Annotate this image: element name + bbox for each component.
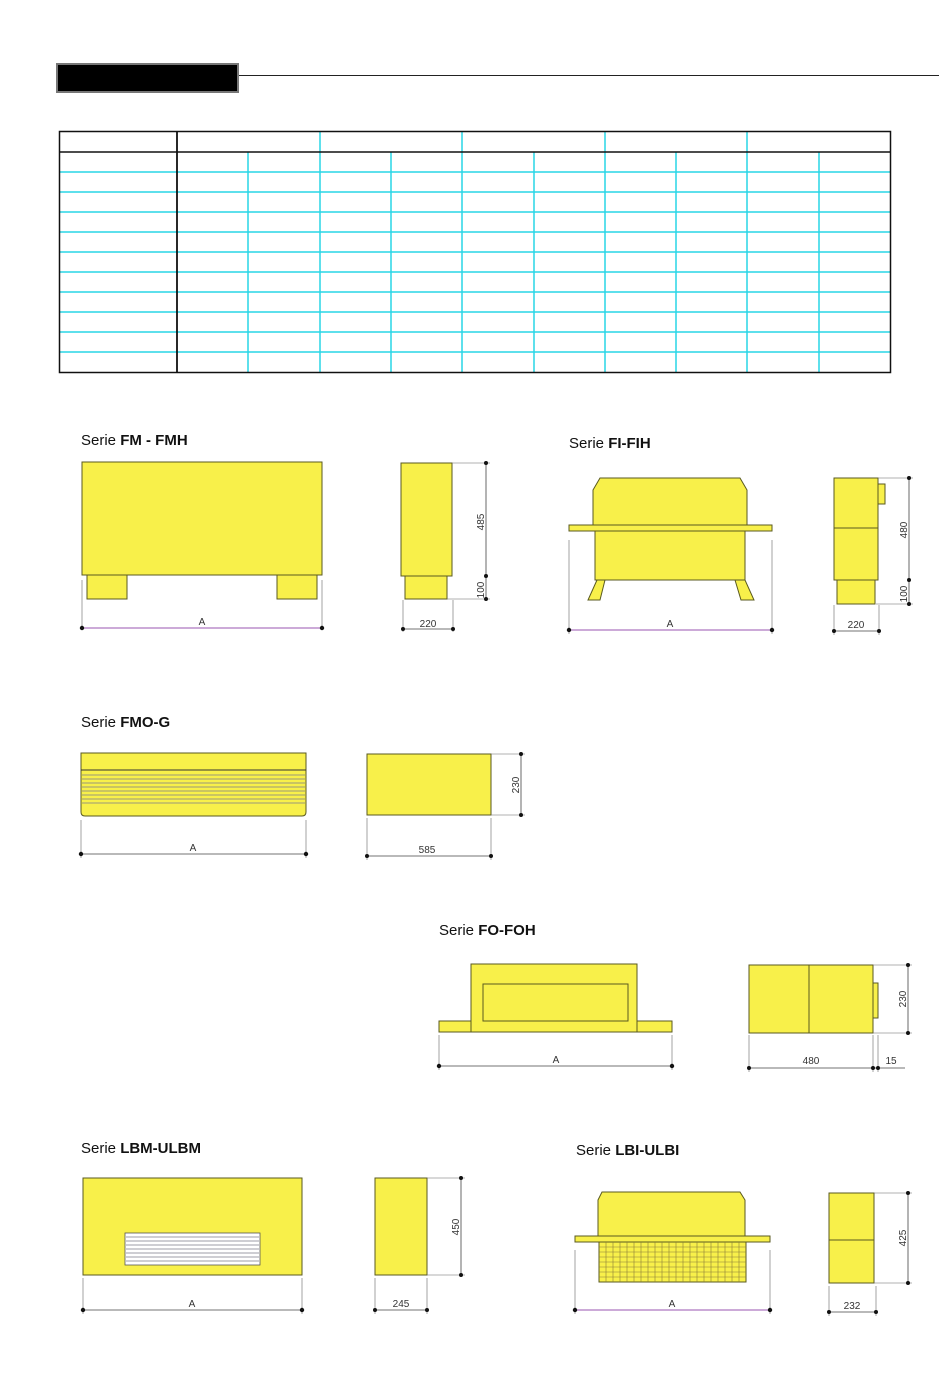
fi-front-view	[567, 478, 774, 634]
fmo-dim-depth: 585	[418, 845, 436, 856]
fo-dim-height: 230	[898, 990, 909, 1008]
series-name: LBI-ULBI	[615, 1142, 680, 1159]
series-name: FI-FIH	[608, 435, 651, 452]
series-name: FMO-G	[120, 714, 171, 731]
series-prefix: Serie	[569, 435, 609, 452]
fm-front-view	[80, 462, 324, 630]
series-name: FM - FMH	[120, 432, 188, 449]
fo-dim-width: A	[552, 1055, 560, 1066]
fm-side-view	[401, 461, 490, 632]
lbi-front-view	[573, 1192, 772, 1314]
series-prefix: Serie	[439, 922, 479, 939]
fm-dim-depth: 220	[419, 619, 437, 630]
fm-dim-width: A	[198, 617, 206, 628]
fmo-dim-width: A	[189, 843, 197, 854]
fi-dim-feet: 100	[899, 585, 910, 603]
fo-dim-extra: 15	[885, 1056, 897, 1067]
lbm-dim-height: 450	[451, 1218, 462, 1236]
fm-dim-height: 485	[476, 513, 487, 531]
fmo-front-view	[79, 753, 308, 858]
lbm-dim-depth: 245	[392, 1299, 410, 1310]
lbi-dim-width: A	[668, 1299, 676, 1310]
lbm-side-view	[373, 1176, 465, 1314]
fi-side-view	[832, 476, 913, 635]
fmo-dim-height: 230	[511, 776, 522, 794]
series-prefix: Serie	[81, 714, 121, 731]
fi-dim-width: A	[666, 619, 674, 630]
fo-dim-depth: 480	[802, 1056, 820, 1067]
series-name: FO-FOH	[478, 922, 536, 939]
fm-dim-feet: 100	[476, 581, 487, 599]
lbi-side-view	[827, 1191, 912, 1316]
lbm-front-view	[81, 1178, 304, 1314]
fo-side-view	[747, 963, 912, 1072]
lbm-dim-width: A	[188, 1299, 196, 1310]
series-prefix: Serie	[81, 1140, 121, 1157]
fmo-side-view	[365, 752, 525, 860]
fo-front-view	[437, 964, 674, 1070]
fi-dim-depth: 220	[847, 620, 865, 631]
series-prefix: Serie	[576, 1142, 616, 1159]
lbi-dim-height: 425	[898, 1229, 909, 1247]
series-prefix: Serie	[81, 432, 121, 449]
series-name: LBM-ULBM	[120, 1140, 201, 1157]
fi-dim-height: 480	[899, 521, 910, 539]
lbi-dim-depth: 232	[843, 1301, 861, 1312]
